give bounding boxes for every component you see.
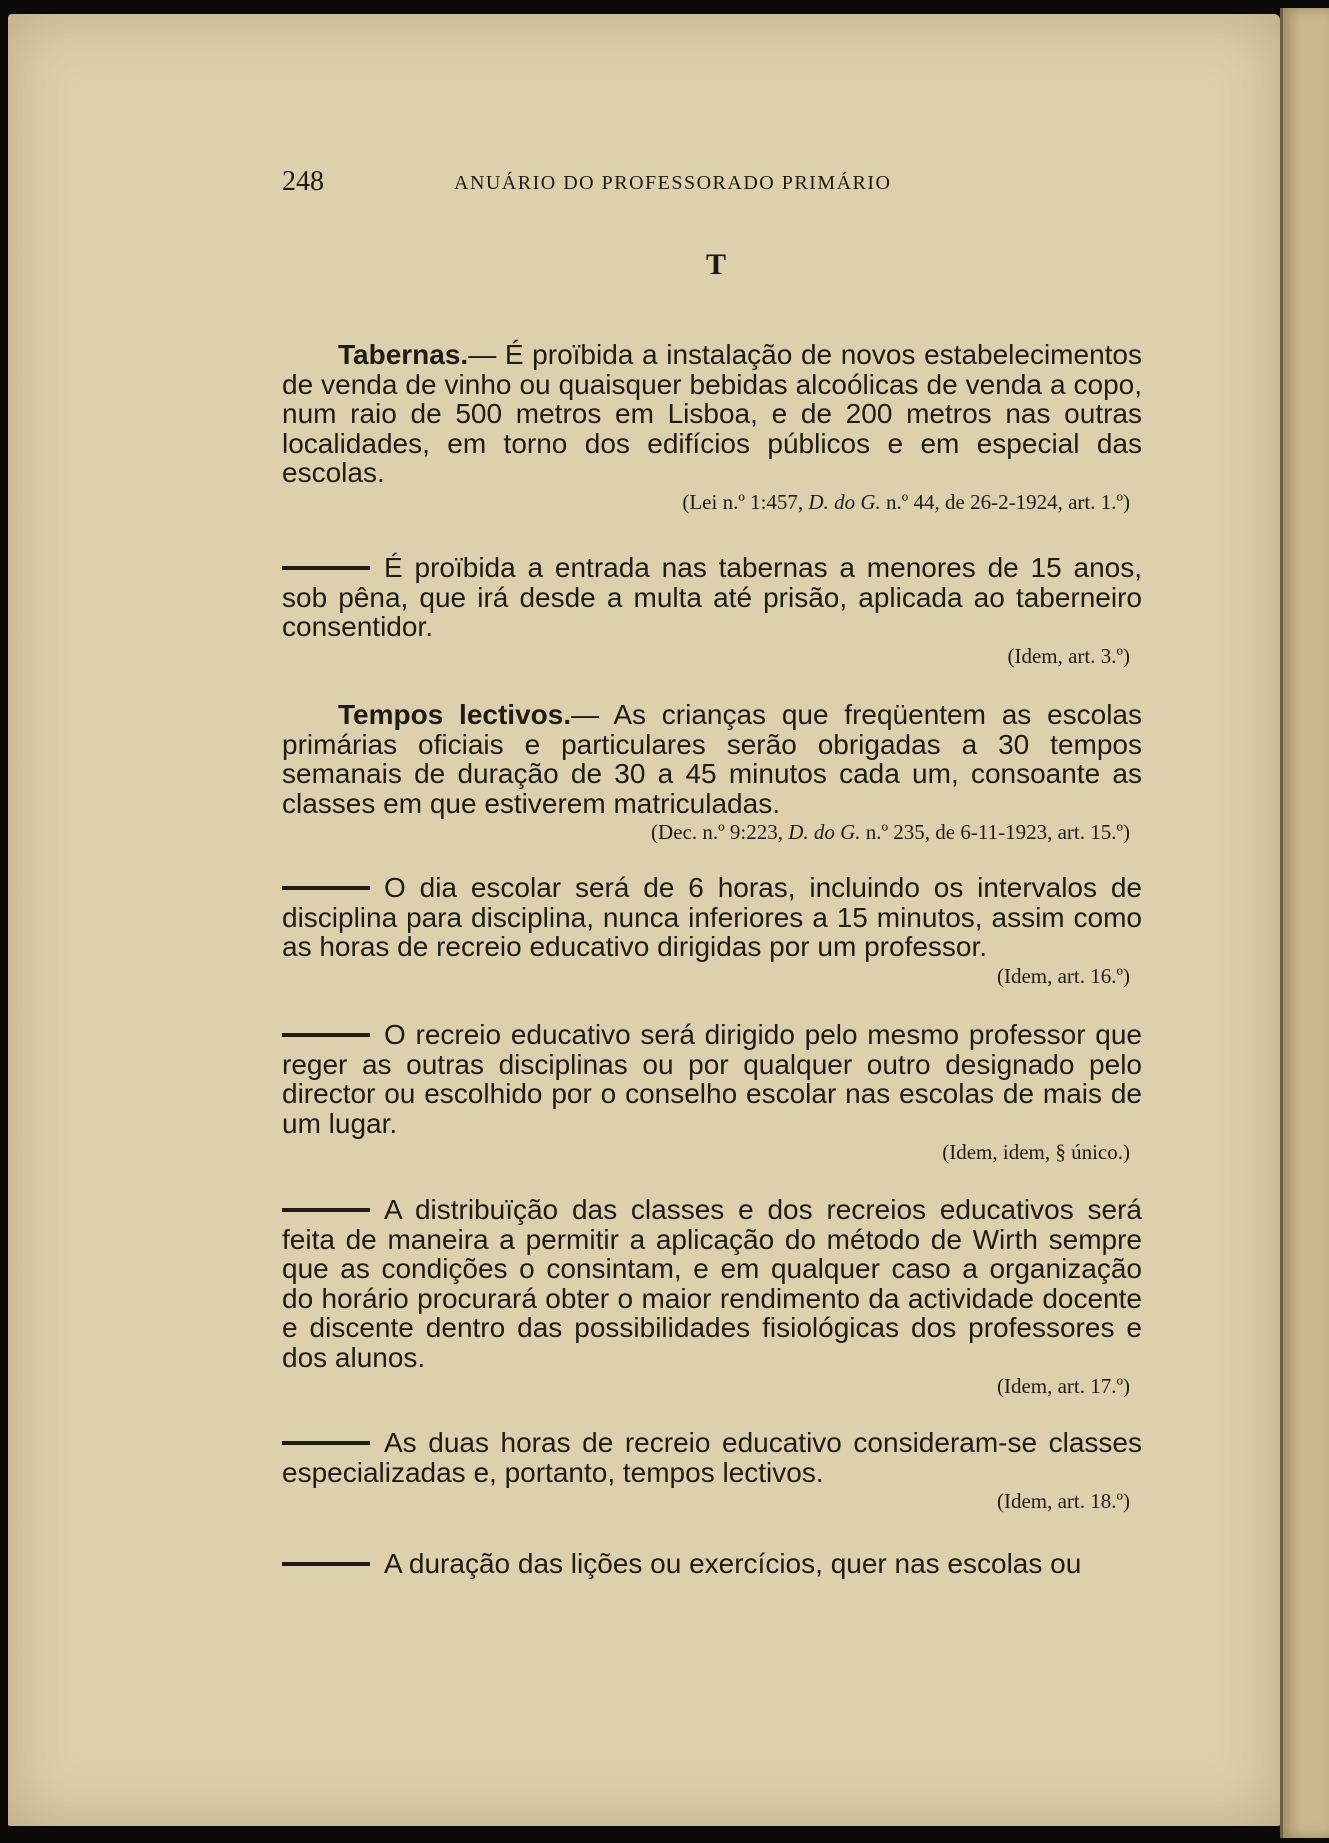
citation: (Idem, art. 18.º) xyxy=(996,1489,1130,1513)
em-dash-rule xyxy=(282,1562,370,1566)
entry-tabernas xyxy=(282,340,1142,516)
section-letter: T xyxy=(705,248,726,281)
entry-text: É proïbida a entrada nas tabernas a menores de 15 anos, sob pêna, que irá desde a multa até prisão, aplicada ao taberneiro consentidor. xyxy=(282,552,1142,642)
running-title: ANUÁRIO DO PROFESSORADO PRIMÁRIO xyxy=(454,172,892,194)
citation: (Lei n.º 1:457, D. do G. n.º 44, de 26-2-1924, art. 1.º) xyxy=(682,489,1130,514)
entry-text: — É proïbida a instalação de novos estabelecimentos de venda de vinho ou quaisquer bebidas alcoólicas de venda a copo, num raio de 500 metros em Lisboa, e de 200 metros nas outras localidades, em torno dos edifícios públicos e em especial das escolas. xyxy=(282,339,1142,488)
citation: (Idem, art. 17.º) xyxy=(996,1374,1130,1398)
entry-continuation xyxy=(282,553,1142,670)
em-dash-rule xyxy=(282,886,370,890)
citation: (Idem, art. 3.º) xyxy=(1007,643,1130,668)
entry-text: As duas horas de recreio educativo consideram-se classes especializadas e, portanto, tempos lectivos. xyxy=(282,1427,1142,1488)
em-dash-rule xyxy=(282,1441,370,1445)
citation: (Idem, art. 16.º) xyxy=(996,963,1130,988)
entry-continuation xyxy=(282,873,1142,990)
page-header xyxy=(282,166,1182,196)
entry-text: — As crianças que freqüentem as escolas primárias oficiais e particulares serão obrigadas a 30 tempos semanais de duração de 30 a 45 minutos cada um, consoante as classes em que estiverem matriculadas. xyxy=(282,699,1143,819)
page-number: 248 xyxy=(282,166,324,197)
entry-text: O recreio educativo será dirigido pelo mesmo professor que reger as outras disciplinas ou por qualquer outro designado pelo director ou escolhido por o conselho escolar nas escolas de mais de um lugar. xyxy=(282,1019,1142,1139)
em-dash-rule xyxy=(282,1208,370,1212)
entry-continuation xyxy=(282,1195,1142,1400)
entry-text: O dia escolar será de 6 horas, incluindo os intervalos de disciplina para disciplina, nunca inferiores a 15 minutos, assim como as horas de recreio educativo dirigidas por um professor. xyxy=(282,872,1142,962)
entry-tempos-lectivos xyxy=(282,700,1142,846)
em-dash-rule xyxy=(282,1033,370,1037)
entry-term: Tabernas. xyxy=(338,339,469,370)
entry-continuation xyxy=(282,1020,1142,1166)
citation: (Dec. n.º 9:223, D. do G. n.º 235, de 6-11-1923, art. 15.º) xyxy=(651,820,1130,844)
entry-text: A distribuïção das classes e dos recreios educativos será feita de maneira a permitir a aplicação do método de Wirth sempre que as condições o consintam, e em qualquer caso a organização do horário procurará obter o maior rendimento da actividade docente e discente dentro das possibilidades fisiológicas dos professores e dos alunos. xyxy=(282,1194,1142,1373)
entry-continuation xyxy=(282,1428,1142,1515)
entry-term: Tempos lectivos. xyxy=(338,699,572,730)
entry-text: A duração das lições ou exercícios, quer nas escolas ou xyxy=(384,1548,1082,1579)
citation: (Idem, idem, § único.) xyxy=(942,1140,1130,1164)
entry-continuation xyxy=(282,1549,1142,1579)
em-dash-rule xyxy=(282,566,370,570)
adjacent-page-edge xyxy=(1280,8,1329,1838)
